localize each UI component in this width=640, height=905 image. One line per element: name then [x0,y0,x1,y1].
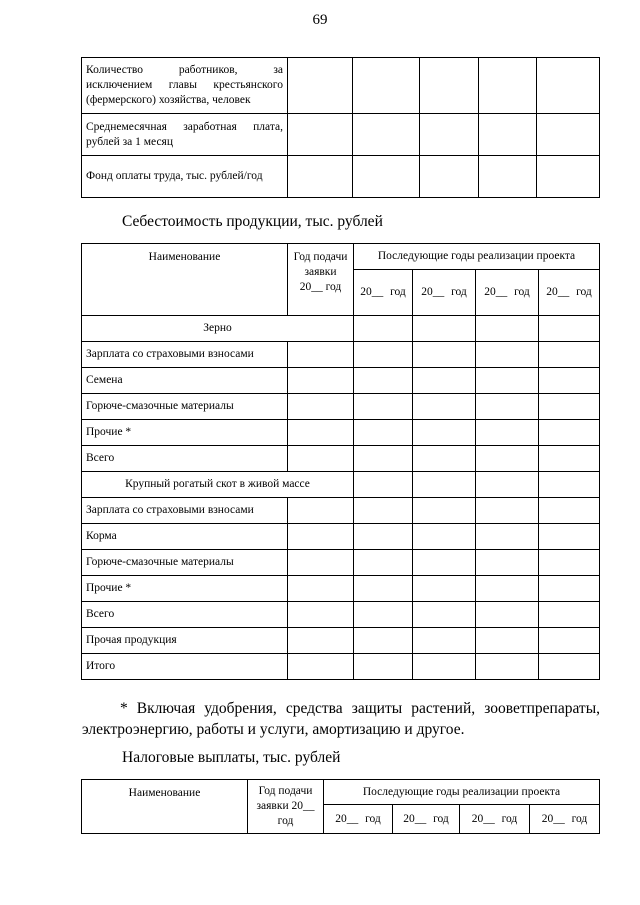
cell [539,576,600,602]
cell [354,472,413,498]
cell [354,342,413,368]
cell [476,524,539,550]
section-title-tax: Налоговые выплаты, тыс. рублей [122,749,341,766]
cell [354,628,413,654]
header-following: Последующие годы реализации проекта [354,244,600,270]
cell [413,550,476,576]
cell [476,550,539,576]
cell [413,446,476,472]
header-name: Наименование [82,244,288,316]
row-label: Всего [82,446,288,472]
cell [420,156,479,198]
cell [539,602,600,628]
cell [537,114,600,156]
cell [539,472,600,498]
cell [288,446,354,472]
cell [288,654,354,680]
header-following: Последующие годы реализации проекта [324,780,600,805]
cell [354,550,413,576]
cell [420,114,479,156]
cell [353,156,420,198]
cell [413,394,476,420]
cell [354,316,413,342]
cell [288,602,354,628]
cell [354,446,413,472]
header-year: Год подачи заявки 20__ год [248,780,324,834]
cell [288,420,354,446]
cell [476,576,539,602]
header-year-col: 20__ год [393,805,460,834]
cell [539,654,600,680]
row-label: Зарплата со страховыми взносами [82,342,288,368]
cell [476,628,539,654]
cell [476,472,539,498]
header-year-col: 20__ год [476,270,539,316]
cell [539,524,600,550]
cell [413,524,476,550]
header-year-col: 20__ год [354,270,413,316]
header-year-col: 20__ год [460,805,530,834]
cell [476,368,539,394]
row-label: Зарплата со страховыми взносами [82,498,288,524]
cell [413,472,476,498]
cell [420,58,479,114]
cell [354,576,413,602]
row-label: Всего [82,602,288,628]
header-name: Наименование [82,780,248,834]
cell [354,524,413,550]
cell [413,498,476,524]
cell [539,394,600,420]
cell [539,628,600,654]
cell [539,446,600,472]
row-label: Прочие * [82,576,288,602]
cell [354,602,413,628]
cell [539,368,600,394]
cell [353,114,420,156]
cell [288,368,354,394]
cell [539,550,600,576]
header-year: Год подачи заявки 20__ год [288,244,354,316]
cell [476,498,539,524]
cell [288,524,354,550]
cell [476,342,539,368]
group-heading-cattle: Крупный рогатый скот в живой массе [82,472,354,498]
cell [354,498,413,524]
cell [476,602,539,628]
cell [413,602,476,628]
cell [413,342,476,368]
row-label: Среднемесячная заработная плата, рублей за 1 месяц [82,114,288,156]
cell [539,420,600,446]
cell [354,394,413,420]
header-year-col: 20__ год [530,805,600,834]
row-label: Количество работников, за исключением главы крестьянского (фермерского) хозяйства, человек [82,58,288,114]
row-label: Прочие * [82,420,288,446]
row-label: Прочая продукция [82,628,288,654]
cell [288,342,354,368]
row-label: Фонд оплаты труда, тыс. рублей/год [82,156,288,198]
cell [413,316,476,342]
cell [537,156,600,198]
page-number: 69 [312,12,328,28]
tax-table [81,779,600,834]
header-year-col: 20__ год [539,270,600,316]
cell [353,58,420,114]
cell [539,342,600,368]
cell [537,58,600,114]
cell [539,316,600,342]
cell [288,550,354,576]
cell [476,654,539,680]
cell [476,316,539,342]
cell [413,420,476,446]
cell [479,114,537,156]
cell [539,498,600,524]
cell [413,654,476,680]
cell [354,654,413,680]
cell [354,420,413,446]
cell [288,498,354,524]
cell [288,576,354,602]
cell [476,420,539,446]
workforce-table [81,57,600,198]
section-title-cost: Себестоимость продукции, тыс. рублей [122,213,383,230]
header-year-col: 20__ год [324,805,393,834]
cell [476,394,539,420]
cell [479,58,537,114]
row-label: Семена [82,368,288,394]
row-label: Горюче-смазочные материалы [82,550,288,576]
group-heading-grain: Зерно [82,316,354,342]
header-year-col: 20__ год [413,270,476,316]
cell [288,156,353,198]
cell [288,114,353,156]
cell [413,576,476,602]
cell [354,368,413,394]
cell [413,368,476,394]
cell [288,58,353,114]
cell [479,156,537,198]
cell [476,446,539,472]
row-label: Корма [82,524,288,550]
row-label: Итого [82,654,288,680]
cell [413,628,476,654]
cost-table [81,243,600,680]
footnote: * Включая удобрения, средства защиты растений, зооветпрепараты, электроэнергию, работы и услуги, амортизацию и другое. [82,700,600,738]
row-label: Горюче-смазочные материалы [82,394,288,420]
cell [288,394,354,420]
cell [288,628,354,654]
